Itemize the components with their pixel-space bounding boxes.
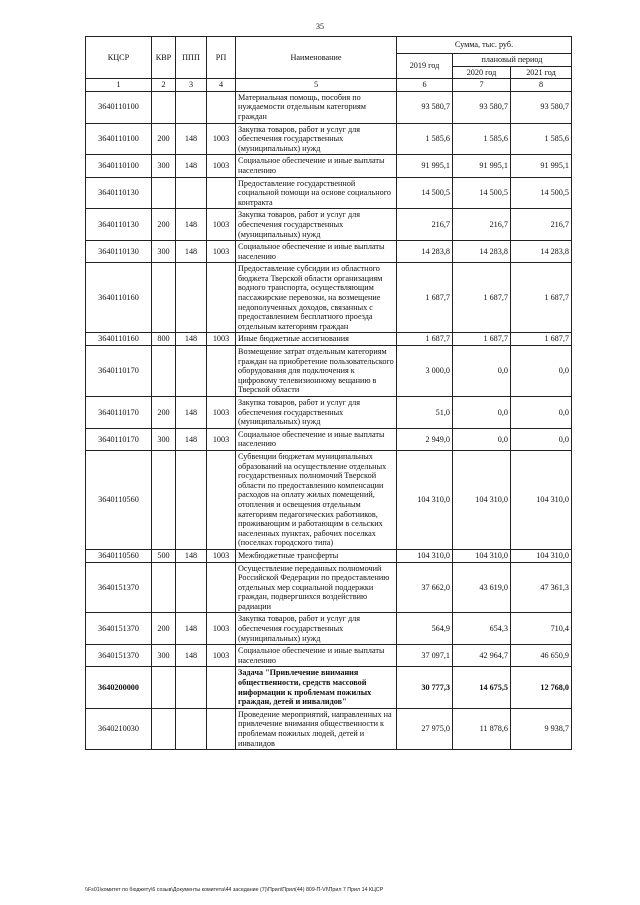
cell-amount-2019: 37 097,1 (397, 645, 453, 667)
cell-amount-2019: 27 975,0 (397, 708, 453, 749)
cell-amount-2021: 0,0 (511, 397, 572, 429)
cell-name: Социальное обеспечение и иные выплаты населению (236, 155, 397, 177)
cell-kvr (152, 562, 176, 613)
cell-name: Закупка товаров, работ и услуг для обеспечения государственных (муниципальных) нужд (236, 209, 397, 241)
cell-amount-2021: 710,4 (511, 613, 572, 645)
cell-amount-2020: 11 878,6 (453, 708, 511, 749)
cell-rp: 1003 (207, 397, 236, 429)
cell-amount-2019: 104 310,0 (397, 450, 453, 549)
cell-name: Социальное обеспечение и иные выплаты населению (236, 645, 397, 667)
cell-rp: 1003 (207, 428, 236, 450)
cell-amount-2020: 42 964,7 (453, 645, 511, 667)
table-row (86, 613, 572, 645)
header-plan-period: плановый период (453, 54, 572, 67)
cell-amount-2020: 14 500,5 (453, 177, 511, 209)
column-number: 3 (176, 79, 207, 92)
cell-kvr (152, 450, 176, 549)
cell-rp: 1003 (207, 241, 236, 263)
cell-amount-2019: 1 687,7 (397, 333, 453, 346)
cell-kcsr: 3640110170 (86, 428, 152, 450)
cell-ppp: 148 (176, 549, 207, 562)
column-number: 5 (236, 79, 397, 92)
cell-amount-2019: 93 580,7 (397, 91, 453, 123)
table-row (86, 549, 572, 562)
cell-rp (207, 562, 236, 613)
header-name: Наименование (236, 37, 397, 79)
cell-amount-2020: 0,0 (453, 346, 511, 397)
cell-kvr (152, 708, 176, 749)
cell-amount-2020: 91 995,1 (453, 155, 511, 177)
cell-amount-2019: 1 687,7 (397, 263, 453, 333)
cell-kvr (152, 263, 176, 333)
header-kvr: КВР (152, 37, 176, 79)
cell-name: Осуществление переданных полномочий Российской Федерации по предоставлению отдельных мер социальной поддержки граждан, подвергшихся воздействию радиации (236, 562, 397, 613)
cell-amount-2020: 14 283,8 (453, 241, 511, 263)
cell-name: Закупка товаров, работ и услуг для обеспечения государственных (муниципальных) нужд (236, 123, 397, 155)
column-number-row (86, 79, 572, 92)
cell-amount-2020: 1 687,7 (453, 333, 511, 346)
cell-name: Возмещение затрат отдельным категориям граждан на приобретение пользовательского оборудования для подключения к цифровому телевизионному вещанию в Тверской области (236, 346, 397, 397)
cell-kvr: 200 (152, 397, 176, 429)
table-row (86, 91, 572, 123)
cell-rp: 1003 (207, 333, 236, 346)
cell-ppp (176, 346, 207, 397)
column-number: 1 (86, 79, 152, 92)
cell-rp (207, 708, 236, 749)
cell-kvr: 300 (152, 155, 176, 177)
cell-rp (207, 346, 236, 397)
column-number: 6 (397, 79, 453, 92)
cell-ppp: 148 (176, 209, 207, 241)
cell-ppp: 148 (176, 123, 207, 155)
cell-amount-2020: 216,7 (453, 209, 511, 241)
cell-name: Социальное обеспечение и иные выплаты населению (236, 241, 397, 263)
footer-file-path: \\Fs01\комитет по бюджету\6 созыв\Документы комитета\44 заседание (7)\Прил\Прил(44) 809-П-VI\Прил 7 Прил 14 КЦСР (85, 887, 384, 893)
column-number: 4 (207, 79, 236, 92)
table-row (86, 645, 572, 667)
cell-amount-2021: 104 310,0 (511, 450, 572, 549)
cell-kvr (152, 346, 176, 397)
cell-ppp: 148 (176, 428, 207, 450)
cell-amount-2021: 14 283,8 (511, 241, 572, 263)
cell-rp (207, 450, 236, 549)
cell-amount-2019: 37 662,0 (397, 562, 453, 613)
cell-name: Предоставление государственной социальной помощи на основе социального контракта (236, 177, 397, 209)
cell-name: Предоставление субсидии из областного бюджета Тверской области организациям водного транспорта, осуществляющим пассажирские перевозки, на возмещение недополученных доходов, связанных с предоставлением бесплатного проезда отдельным категориям граждан (236, 263, 397, 333)
cell-amount-2020: 93 580,7 (453, 91, 511, 123)
table-row (86, 123, 572, 155)
cell-kvr: 300 (152, 645, 176, 667)
cell-kvr: 500 (152, 549, 176, 562)
cell-amount-2020: 0,0 (453, 428, 511, 450)
cell-amount-2021: 14 500,5 (511, 177, 572, 209)
cell-amount-2021: 93 580,7 (511, 91, 572, 123)
table-body (86, 91, 572, 749)
cell-rp: 1003 (207, 155, 236, 177)
cell-rp: 1003 (207, 549, 236, 562)
table-row (86, 155, 572, 177)
cell-amount-2019: 3 000,0 (397, 346, 453, 397)
cell-kcsr: 3640110130 (86, 209, 152, 241)
cell-ppp (176, 450, 207, 549)
table-row (86, 177, 572, 209)
cell-amount-2020: 104 310,0 (453, 549, 511, 562)
cell-kcsr: 3640110100 (86, 123, 152, 155)
cell-kcsr: 3640151370 (86, 613, 152, 645)
cell-name: Социальное обеспечение и иные выплаты населению (236, 428, 397, 450)
table-row (86, 346, 572, 397)
cell-rp (207, 91, 236, 123)
cell-ppp: 148 (176, 613, 207, 645)
budget-table (85, 36, 572, 750)
cell-ppp: 148 (176, 241, 207, 263)
cell-name: Проведение мероприятий, направленных на привлечение внимания общественности к проблемам пожилых людей, детей и инвалидов (236, 708, 397, 749)
page-number: 35 (316, 22, 324, 31)
cell-amount-2021: 12 768,0 (511, 667, 572, 708)
cell-amount-2019: 2 949,0 (397, 428, 453, 450)
cell-amount-2019: 91 995,1 (397, 155, 453, 177)
cell-ppp (176, 177, 207, 209)
cell-amount-2019: 564,9 (397, 613, 453, 645)
cell-kcsr: 3640151370 (86, 562, 152, 613)
cell-rp (207, 177, 236, 209)
cell-rp: 1003 (207, 209, 236, 241)
cell-kvr: 300 (152, 428, 176, 450)
column-number: 2 (152, 79, 176, 92)
cell-ppp (176, 562, 207, 613)
cell-kvr: 300 (152, 241, 176, 263)
header-kcsr: КЦСР (86, 37, 152, 79)
cell-amount-2020: 0,0 (453, 397, 511, 429)
cell-kcsr: 3640110100 (86, 155, 152, 177)
table-row (86, 263, 572, 333)
cell-amount-2021: 47 361,3 (511, 562, 572, 613)
column-number: 7 (453, 79, 511, 92)
column-number: 8 (511, 79, 572, 92)
cell-kvr (152, 177, 176, 209)
cell-amount-2020: 43 619,0 (453, 562, 511, 613)
cell-amount-2019: 216,7 (397, 209, 453, 241)
header-ppp: ППП (176, 37, 207, 79)
cell-name: Задача "Привлечение внимания общественности, средств массовой информации к проблемам пожилых граждан, детей и инвалидов" (236, 667, 397, 708)
cell-kvr (152, 667, 176, 708)
header-sum: Сумма, тыс. руб. (397, 37, 572, 54)
table-row (86, 667, 572, 708)
cell-ppp (176, 91, 207, 123)
cell-ppp: 148 (176, 333, 207, 346)
cell-amount-2021: 1 585,6 (511, 123, 572, 155)
cell-amount-2019: 51,0 (397, 397, 453, 429)
cell-kvr (152, 91, 176, 123)
cell-name: Закупка товаров, работ и услуг для обеспечения государственных (муниципальных) нужд (236, 397, 397, 429)
cell-kcsr: 3640110170 (86, 397, 152, 429)
cell-ppp (176, 263, 207, 333)
cell-amount-2019: 1 585,6 (397, 123, 453, 155)
cell-kvr: 200 (152, 123, 176, 155)
cell-amount-2021: 1 687,7 (511, 263, 572, 333)
cell-rp: 1003 (207, 613, 236, 645)
cell-amount-2021: 46 650,9 (511, 645, 572, 667)
cell-kcsr: 3640110160 (86, 333, 152, 346)
cell-amount-2019: 104 310,0 (397, 549, 453, 562)
cell-amount-2020: 14 675,5 (453, 667, 511, 708)
cell-kcsr: 3640210030 (86, 708, 152, 749)
cell-amount-2019: 14 283,8 (397, 241, 453, 263)
table-row (86, 241, 572, 263)
cell-name: Иные бюджетные ассигнования (236, 333, 397, 346)
cell-amount-2020: 654,3 (453, 613, 511, 645)
table-row (86, 397, 572, 429)
cell-amount-2019: 14 500,5 (397, 177, 453, 209)
cell-amount-2021: 104 310,0 (511, 549, 572, 562)
table-row (86, 450, 572, 549)
cell-ppp: 148 (176, 645, 207, 667)
cell-kvr: 800 (152, 333, 176, 346)
cell-kcsr: 3640110100 (86, 91, 152, 123)
table-row (86, 209, 572, 241)
header-rp: РП (207, 37, 236, 79)
cell-name: Закупка товаров, работ и услуг для обеспечения государственных (муниципальных) нужд (236, 613, 397, 645)
cell-ppp (176, 667, 207, 708)
cell-kcsr: 3640110560 (86, 450, 152, 549)
cell-amount-2021: 0,0 (511, 346, 572, 397)
cell-kcsr: 3640110160 (86, 263, 152, 333)
table-row (86, 708, 572, 749)
table-header (86, 37, 572, 92)
cell-kcsr: 3640110130 (86, 177, 152, 209)
cell-name: Субвенции бюджетам муниципальных образований на осуществление отдельных государственных полномочий Тверской области по предоставлению компенсации расходов на оплату жилых помещений, отопления и освещения отдельным категориям педагогических работников, проживающим и работающим в сельских населенных пунктах, рабочих поселках (поселках городского типа) (236, 450, 397, 549)
cell-kvr: 200 (152, 613, 176, 645)
cell-amount-2021: 216,7 (511, 209, 572, 241)
cell-kcsr: 3640110130 (86, 241, 152, 263)
cell-amount-2020: 1 687,7 (453, 263, 511, 333)
cell-kcsr: 3640110170 (86, 346, 152, 397)
cell-rp: 1003 (207, 645, 236, 667)
cell-rp (207, 667, 236, 708)
cell-ppp (176, 708, 207, 749)
table-row (86, 428, 572, 450)
cell-amount-2020: 1 585,6 (453, 123, 511, 155)
cell-amount-2020: 104 310,0 (453, 450, 511, 549)
cell-kcsr: 3640110560 (86, 549, 152, 562)
cell-kvr: 200 (152, 209, 176, 241)
cell-name: Материальная помощь, пособия по нуждаемости отдельным категориям граждан (236, 91, 397, 123)
cell-amount-2019: 30 777,3 (397, 667, 453, 708)
cell-name: Межбюджетные трансферты (236, 549, 397, 562)
cell-amount-2021: 0,0 (511, 428, 572, 450)
table-row (86, 333, 572, 346)
cell-amount-2021: 1 687,7 (511, 333, 572, 346)
cell-amount-2021: 9 938,7 (511, 708, 572, 749)
cell-ppp: 148 (176, 397, 207, 429)
cell-amount-2021: 91 995,1 (511, 155, 572, 177)
cell-rp: 1003 (207, 123, 236, 155)
cell-ppp: 148 (176, 155, 207, 177)
header-year-2019: 2019 год (397, 54, 453, 79)
cell-kcsr: 3640200000 (86, 667, 152, 708)
table-row (86, 562, 572, 613)
cell-rp (207, 263, 236, 333)
header-year-2021: 2021 год (511, 66, 572, 79)
header-year-2020: 2020 год (453, 66, 511, 79)
cell-kcsr: 3640151370 (86, 645, 152, 667)
